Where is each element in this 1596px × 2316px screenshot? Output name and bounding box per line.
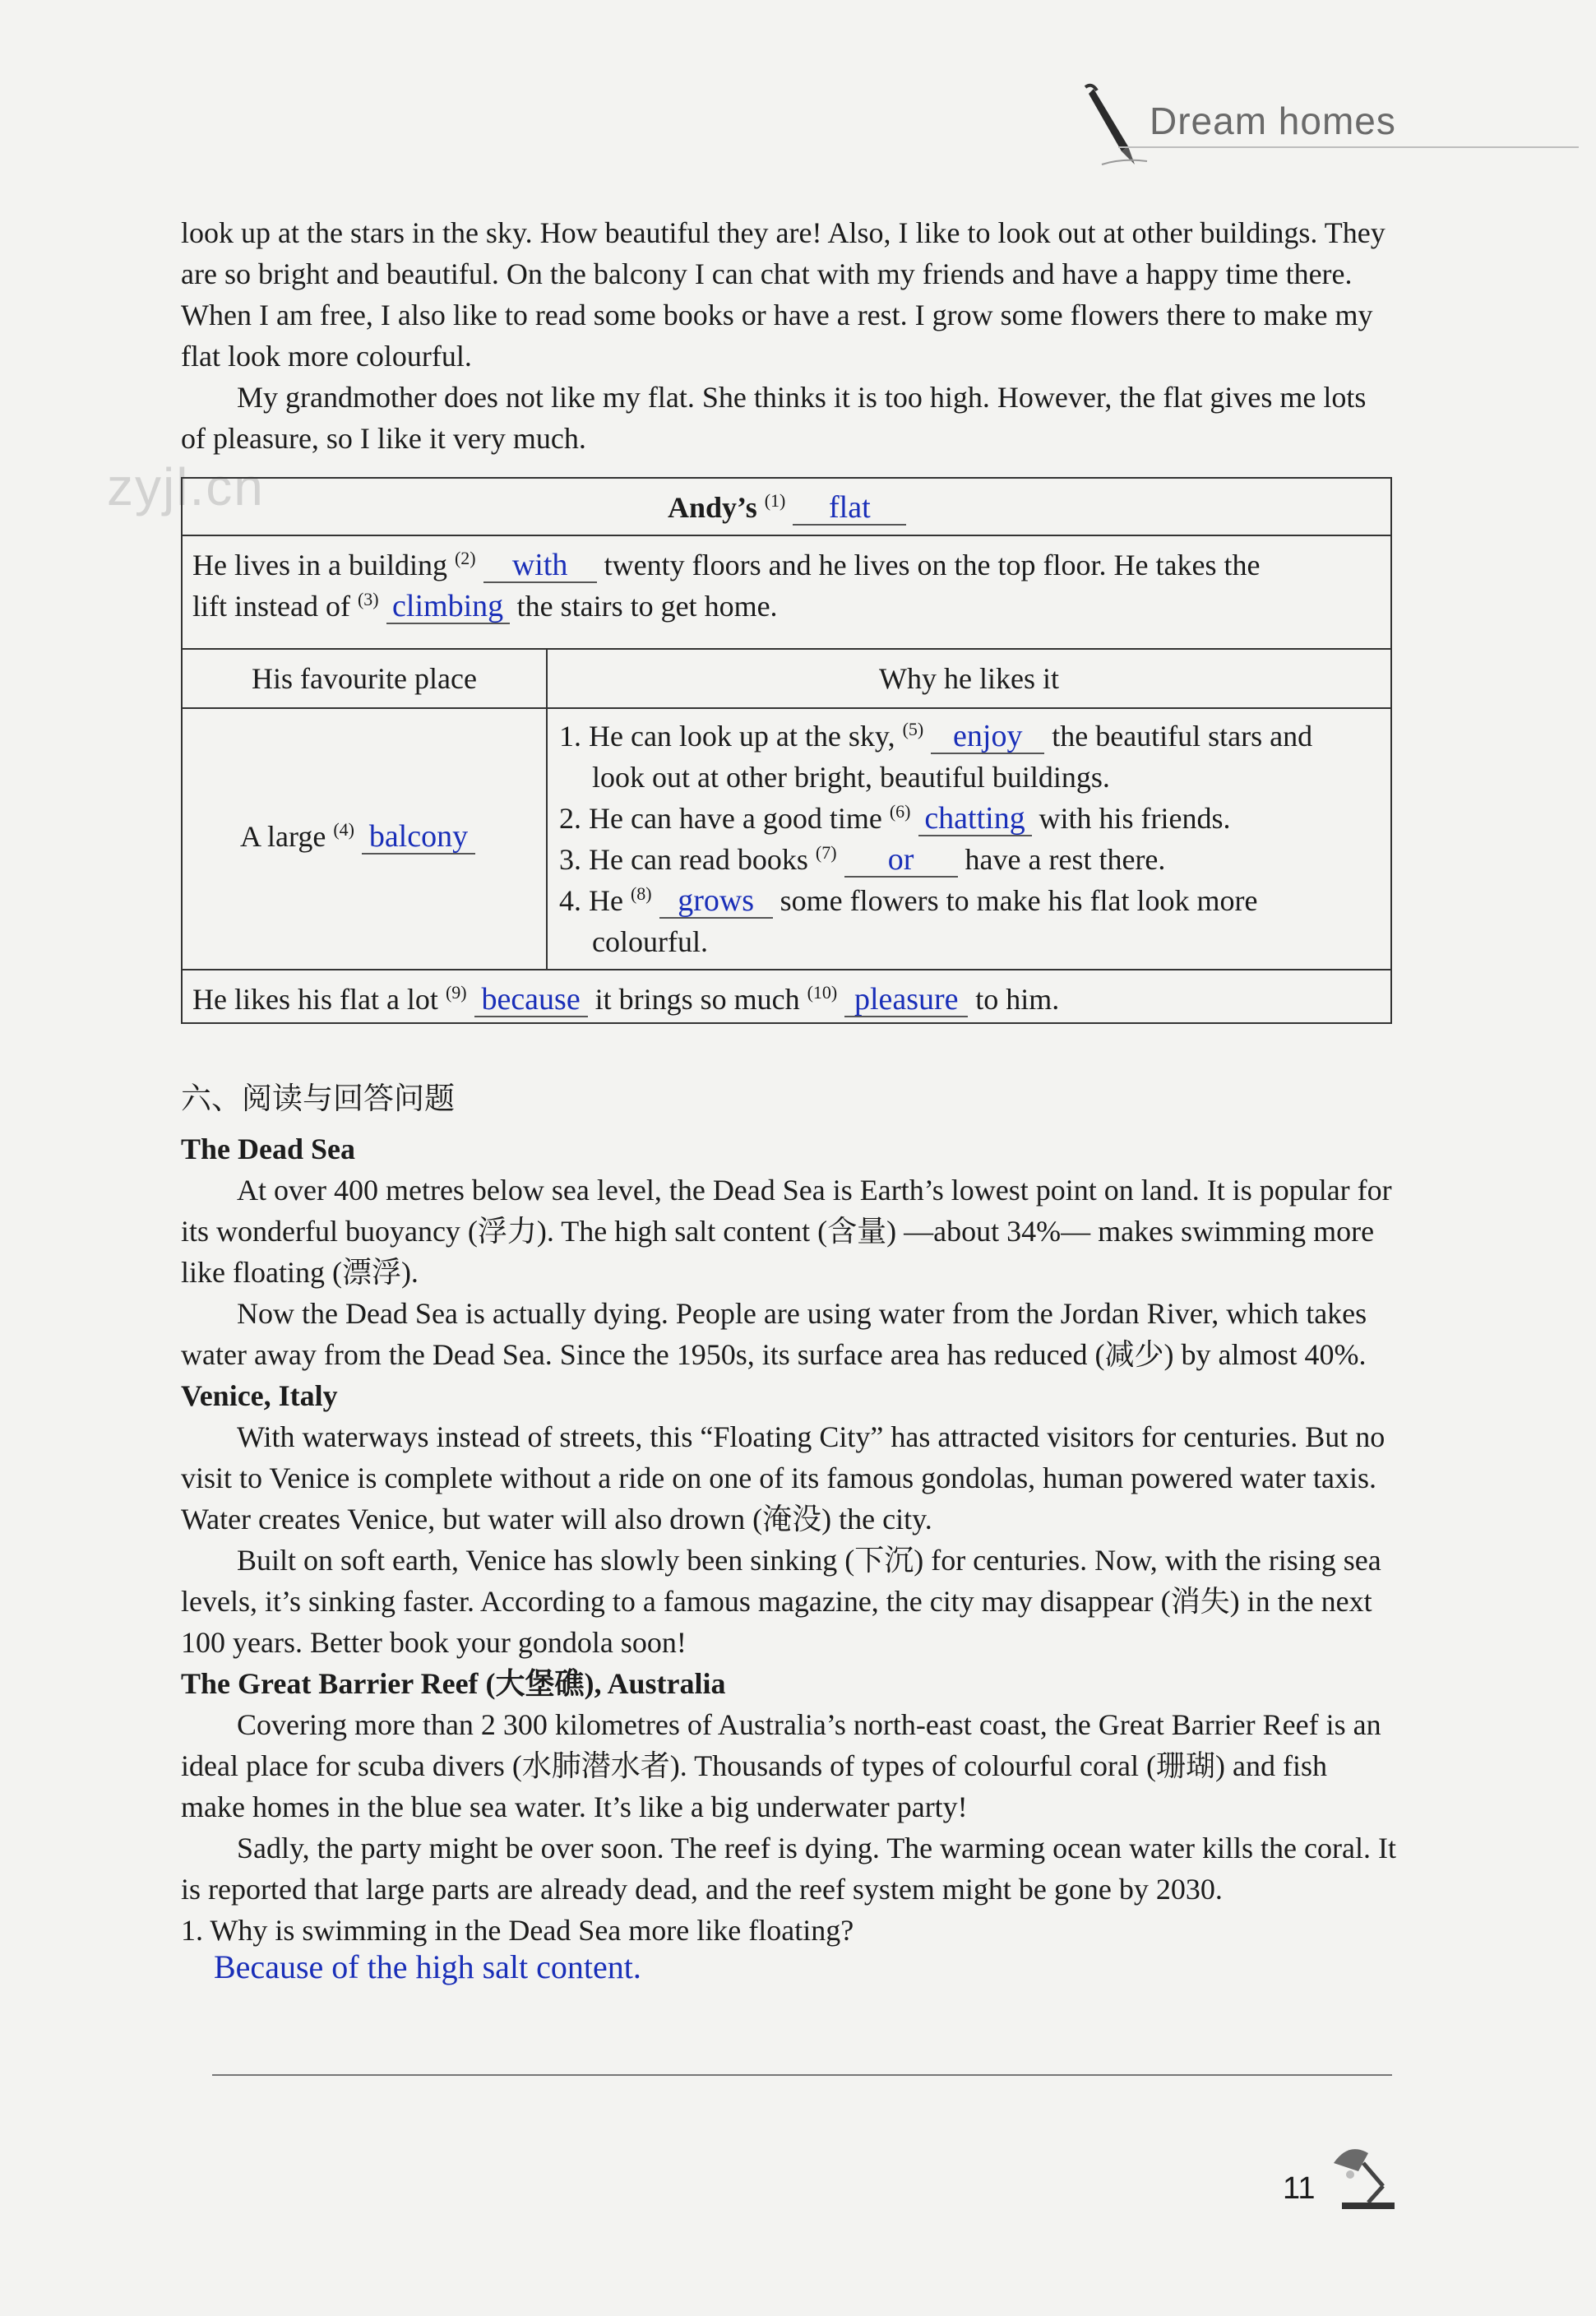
answer-line (212, 2074, 1392, 2076)
intro-paragraph: My grandmother does not like my flat. She thinks it is too high. However, the flat gives me lots of pleasure, so I like it very much. (181, 381, 1367, 455)
row-text: to him. (975, 983, 1060, 1016)
blank-number: (4) (333, 819, 354, 840)
table-rule (183, 969, 1390, 970)
venice-paragraph: Built on soft earth, Venice has slowly been sinking (下沉) for centuries. Now, with the rising sea levels, it’s sinking faster. According to a famous magazine, the city may disappear (消失) in the next 100 years. Better book your gondola soon! (181, 1544, 1381, 1659)
table-title-prefix: Andy’s (668, 491, 757, 524)
page-number: 11 (1283, 2171, 1316, 2206)
venice-paragraph: With waterways instead of streets, this “Floating City” has attracted visitors for centuries. But no visit to Venice is complete without a ride on one of its famous gondolas, human powered water taxis. Water creates Venice, but water will also drown (淹没) the city. (181, 1420, 1386, 1536)
row-text: it brings so much (594, 983, 800, 1016)
table-row-summary (192, 979, 1376, 1020)
table-rule (183, 648, 1390, 650)
blank-number: (7) (815, 842, 837, 863)
table-title (668, 487, 906, 528)
dead-sea-paragraph: At over 400 metres below sea level, the Dead Sea is Earth’s lowest point on land. It is popular for its wonderful buoyancy (浮力). The high salt content (含量) —about 34%— makes swimming more like floating (漂浮). (181, 1174, 1392, 1289)
answer-blank-8[interactable]: grows (659, 884, 773, 919)
row-text: the stairs to get home. (516, 590, 778, 623)
answer-blank-5[interactable]: enjoy (931, 720, 1044, 754)
reason-4 (559, 880, 1258, 921)
blank-number: (6) (889, 801, 911, 822)
answer-blank-10[interactable]: pleasure (844, 983, 968, 1017)
table-row-building-cont (192, 586, 1376, 627)
heading-venice: Venice, Italy (181, 1379, 338, 1412)
blank-number: (3) (357, 589, 379, 609)
answer-blank-4[interactable]: balcony (362, 820, 475, 855)
row-text: have a rest there. (965, 843, 1166, 876)
answer-blank-6[interactable]: chatting (918, 802, 1032, 836)
row-text: A large (240, 820, 326, 853)
row-text: He likes his flat a lot (192, 983, 438, 1016)
intro-paragraph: look up at the stars in the sky. How beautiful they are! Also, I like to look out at other buildings. They are so bright and beautiful. On the balcony I can chat with my friends and have a happy time there. When I am free, I also like to read some books or have a rest. I grow some flowers there to make my flat look more colourful. (181, 216, 1386, 373)
intro-text (181, 212, 1398, 459)
row-text: the beautiful stars and (1052, 720, 1313, 753)
answer-blank-3[interactable]: climbing (386, 590, 510, 624)
blank-number: (10) (807, 982, 838, 1003)
watermark-text: zyjl.cn (107, 457, 265, 516)
reason-1 (559, 716, 1381, 757)
row-text: 2. He can have a good time (559, 802, 882, 835)
answer-blank-7[interactable]: or (844, 843, 958, 878)
header-rule (1118, 146, 1579, 148)
row-text: with his friends. (1039, 802, 1231, 835)
blank-number: (8) (630, 883, 652, 904)
column-header-place: His favourite place (252, 662, 477, 695)
blank-number: (9) (445, 982, 467, 1003)
table-row-building (192, 544, 1376, 586)
reason-2 (559, 798, 1231, 839)
reason-3 (559, 839, 1165, 880)
fill-in-table (181, 477, 1392, 1024)
desk-lamp-icon (1325, 2138, 1399, 2212)
blank-number: (1) (764, 490, 786, 511)
reason-1-cont: look out at other bright, beautiful buildings. (592, 761, 1110, 794)
question-1: 1. Why is swimming in the Dead Sea more like floating? (181, 1914, 854, 1947)
row-text: twenty floors and he lives on the top floor. He takes the (604, 549, 1261, 581)
blank-number: (5) (902, 719, 924, 739)
table-rule (183, 707, 1390, 709)
reef-paragraph: Sadly, the party might be over soon. The reef is dying. The warming ocean water kills the coral. It is reported that large parts are already dead, and the reef system might be gone by 2030. (181, 1832, 1396, 1906)
table-rule (183, 535, 1390, 536)
header-title: Dream homes (1150, 100, 1396, 142)
heading-reef: The Great Barrier Reef (大堡礁), Australia (181, 1667, 726, 1700)
answer-blank-9[interactable]: because (474, 983, 588, 1017)
reading-passage (181, 1128, 1398, 1984)
row-text: 4. He (559, 884, 623, 917)
reef-paragraph: Covering more than 2 300 kilometres of Australia’s north-east coast, the Great Barrier Reef is an ideal place for scuba divers (水肺潜水者). Thousands of types of colourful coral (珊瑚) and fish make homes in the blue sea water. It’s like a big underwater party! (181, 1708, 1381, 1823)
favourite-place (240, 816, 475, 857)
answer-1[interactable]: Because of the high salt content. (214, 1948, 641, 1985)
row-text: 1. He can look up at the sky, (559, 720, 895, 753)
heading-dead-sea: The Dead Sea (181, 1133, 356, 1165)
column-header-reason: Why he likes it (879, 662, 1059, 695)
row-text: 3. He can read books (559, 843, 808, 876)
row-text: lift instead of (192, 590, 350, 623)
pen-icon (1077, 82, 1151, 173)
dead-sea-paragraph: Now the Dead Sea is actually dying. People are using water from the Jordan River, which takes water away from the Dead Sea. Since the 1950s, its surface area has reduced (减少) by almost 40%. (181, 1297, 1367, 1371)
section-title: 六、阅读与回答问题 (181, 1081, 455, 1116)
row-text: He lives in a building (192, 549, 447, 581)
blank-number: (2) (454, 548, 476, 568)
reason-4-cont: colourful. (592, 925, 708, 958)
answer-blank-1[interactable]: flat (793, 491, 906, 526)
answer-blank-2[interactable]: with (483, 549, 597, 583)
row-text: some flowers to make his flat look more (779, 884, 1258, 917)
